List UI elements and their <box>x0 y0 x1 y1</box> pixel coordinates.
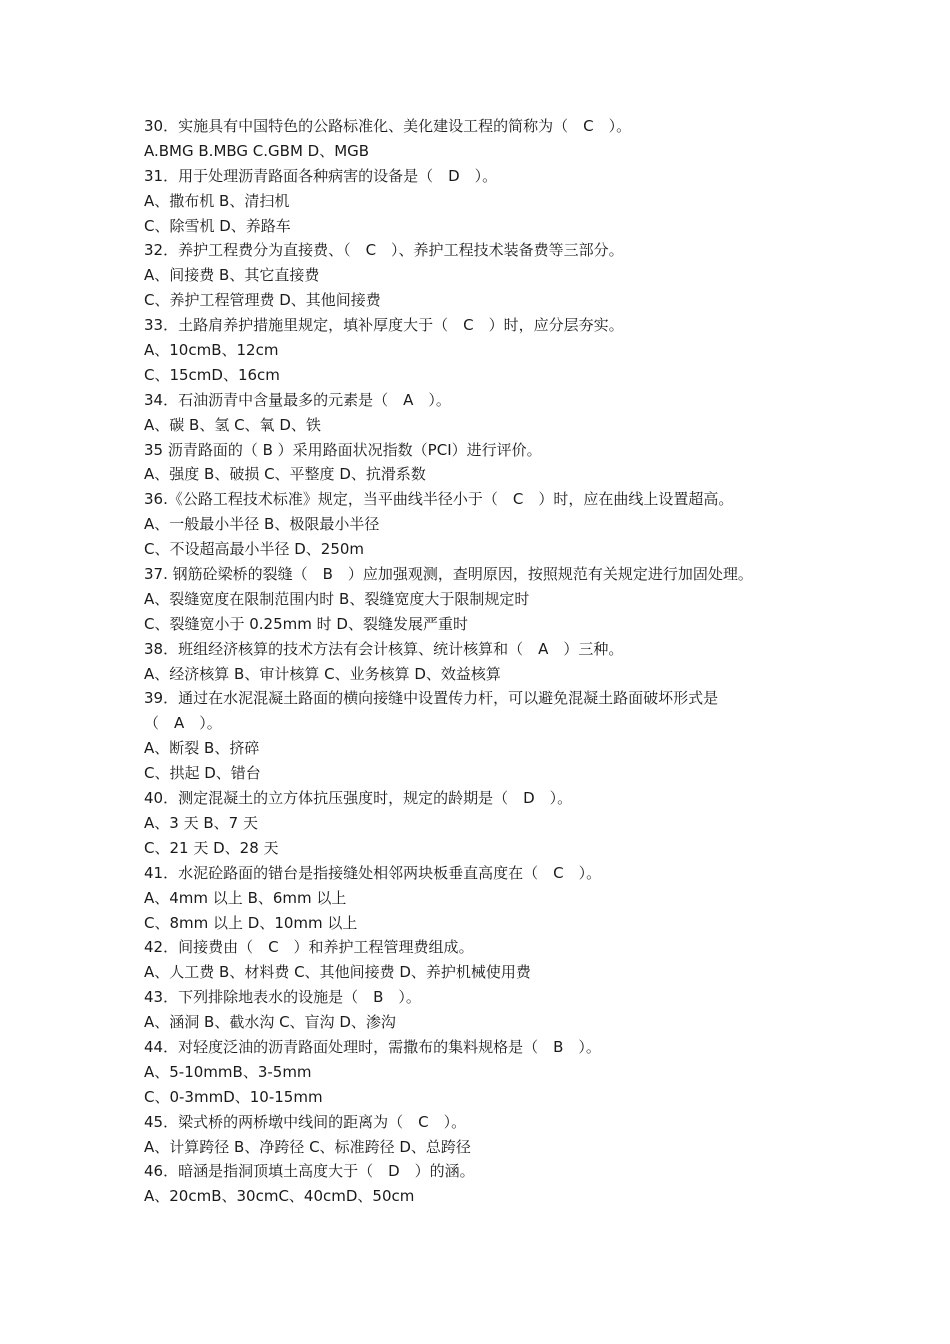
text-line: 35 沥青路面的（ B ）采用路面状况指数（PCI）进行评价。 <box>144 440 542 459</box>
text-line: 37. 钢筋砼梁桥的裂缝（ B ）应加强观测，查明原因，按照规范有关规定进行加固处理。 <box>144 565 753 584</box>
text-line: C、拱起 D、错台 <box>144 764 261 783</box>
text-line: 32．养护工程费分为直接费、（ C ）、养护工程技术装备费等三部分。 <box>144 241 624 260</box>
text-line: C、8mm 以上 D、10mm 以上 <box>144 913 358 932</box>
text-line: A.BMG B.MBG C.GBM D、MGB <box>144 141 370 160</box>
text-line: 41．水泥砼路面的错台是指接缝处相邻两块板垂直高度在（ C ）。 <box>144 863 602 882</box>
text-line: A、经济核算 B、审计核算 C、业务核算 D、效益核算 <box>144 664 501 683</box>
text-line: 31．用于处理沥青路面各种病害的设备是（ D ）。 <box>144 166 498 185</box>
text-line: A、3 天 B、7 天 <box>144 813 258 832</box>
text-line: 40．测定混凝土的立方体抗压强度时，规定的龄期是（ D ）。 <box>144 789 573 808</box>
text-line: A、10cmB、12cm <box>144 341 279 360</box>
text-line: A、一般最小半径 B、极限最小半径 <box>144 515 380 534</box>
text-line: A、4mm 以上 B、6mm 以上 <box>144 888 347 907</box>
text-line: 46．暗涵是指洞顶填土高度大于（ D ）的涵。 <box>144 1162 475 1181</box>
text-line: A、碳 B、氢 C、氧 D、铁 <box>144 415 321 434</box>
text-line: 43．下列排除地表水的设施是（ B ）。 <box>144 988 421 1007</box>
text-line: A、间接费 B、其它直接费 <box>144 266 320 285</box>
text-line: 34．石油沥青中含量最多的元素是（ A ）。 <box>144 390 451 409</box>
text-line: C、不设超高最小半径 D、250m <box>144 540 365 559</box>
text-line: A、强度 B、破损 C、平整度 D、抗滑系数 <box>144 465 426 484</box>
text-line: A、人工费 B、材料费 C、其他间接费 D、养护机械使用费 <box>144 963 531 982</box>
text-line: A、5-10mmB、3-5mm <box>144 1062 312 1081</box>
text-line: A、裂缝宽度在限制范围内时 B、裂缝宽度大于限制规定时 <box>144 589 530 608</box>
text-line: 44．对轻度泛油的沥青路面处理时，需撒布的集料规格是（ B ）。 <box>144 1037 601 1056</box>
text-line: C、养护工程管理费 D、其他间接费 <box>144 291 381 310</box>
text-line: 30．实施具有中国特色的公路标准化、美化建设工程的简称为（ C ）。 <box>144 117 632 135</box>
text-line: C、21 天 D、28 天 <box>144 838 279 857</box>
text-line: 39．通过在水泥混凝土路面的横向接缝中设置传力杆，可以避免混凝土路面破坏形式是 <box>144 689 719 708</box>
text-line: 42．间接费由（ C ）和养护工程管理费组成。 <box>144 938 474 957</box>
text-line: C、除雪机 D、养路车 <box>144 216 291 235</box>
text-line: 38．班组经济核算的技术方法有会计核算、统计核算和（ A ）三种。 <box>144 639 624 658</box>
text-line: C、裂缝宽小于 0.25mm 时 D、裂缝发展严重时 <box>144 614 468 633</box>
text-line: 36.《公路工程技术标准》规定，当平曲线半径小于（ C ）时，应在曲线上设置超高。 <box>144 490 734 509</box>
text-line: A、断裂 B、挤碎 <box>144 739 260 758</box>
text-line: C、15cmD、16cm <box>144 365 280 384</box>
question-list <box>144 114 824 1209</box>
text-line: A、涵洞 B、截水沟 C、盲沟 D、渗沟 <box>144 1013 396 1032</box>
text-line: 45．梁式桥的两桥墩中线间的距离为（ C ）。 <box>144 1112 467 1131</box>
text-line: C、0-3mmD、10-15mm <box>144 1087 323 1106</box>
text-line: （ A ）。 <box>144 714 222 733</box>
text-line: A、计算跨径 B、净跨径 C、标准跨径 D、总跨径 <box>144 1137 471 1156</box>
text-line: 33．土路肩养护措施里规定，填补厚度大于（ C ）时，应分层夯实。 <box>144 316 624 335</box>
text-line: A、20cmB、30cmC、40cmD、50cm <box>144 1187 415 1206</box>
text-line: A、撒布机 B、清扫机 <box>144 191 290 210</box>
